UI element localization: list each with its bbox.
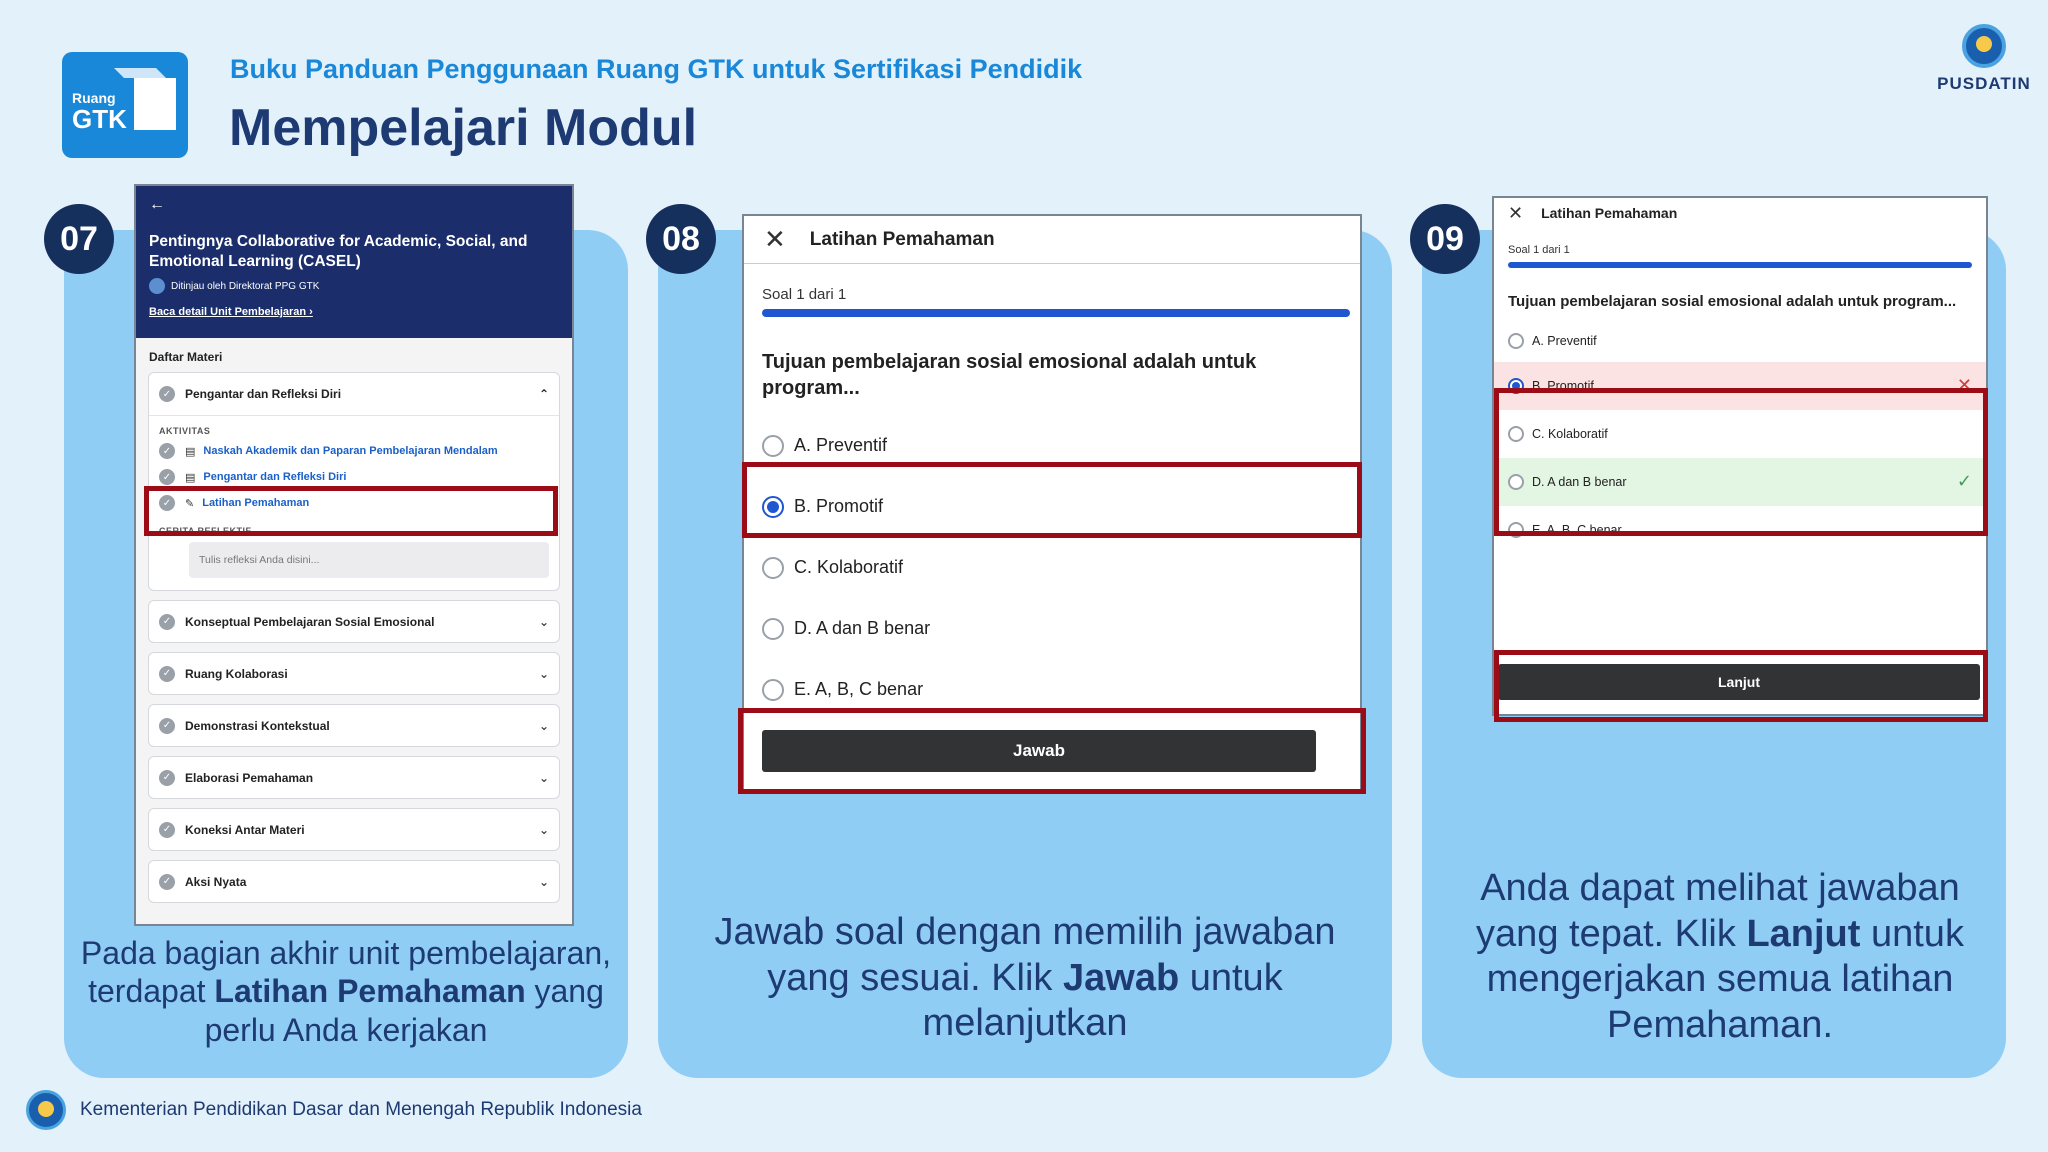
accordion-item[interactable]: [148, 600, 560, 643]
detail-link[interactable]: Baca detail Unit Pembelajaran ›: [149, 306, 313, 319]
accordion-open: [148, 372, 560, 591]
wrong-icon: ✕: [1956, 375, 1972, 395]
check-icon: ✓: [159, 469, 175, 485]
close-icon[interactable]: ✕: [764, 224, 786, 254]
footer: [26, 1090, 642, 1130]
module-screen: [134, 184, 574, 926]
question-text: Tujuan pembelajaran sosial emosional adalah untuk program...: [762, 351, 1257, 399]
ruang-gtk-logo: [62, 52, 188, 158]
emblem-icon: [1962, 24, 2006, 68]
page-subtitle: Buku Panduan Penggunaan Ruang GTK untuk Sertifikasi Pendidik: [230, 54, 1083, 84]
highlight-box: [1494, 650, 1988, 722]
chevron-up-icon: ⌃: [538, 387, 549, 401]
chevron-down-icon: ⌄: [538, 770, 549, 785]
highlight-box: [144, 486, 558, 536]
progress-bar: [762, 309, 1350, 317]
option-c[interactable]: C. Kolaboratif: [1494, 410, 1986, 458]
activity-item[interactable]: [149, 438, 559, 464]
option-c[interactable]: C. Kolaboratif: [744, 537, 1360, 598]
logo-big-text: GTK: [72, 104, 127, 134]
accordion-label: Aksi Nyata: [185, 874, 247, 889]
step-09-number: 09: [1410, 204, 1480, 274]
activity-label: Naskah Akademik dan Paparan Pembelajaran Mendalam: [203, 445, 498, 457]
question-text: Tujuan pembelajaran sosial emosional adalah untuk program...: [1508, 293, 1957, 310]
chevron-down-icon: ⌄: [538, 614, 549, 629]
accordion-label: Ruang Kolaborasi: [185, 666, 288, 681]
module-header: [136, 186, 572, 338]
ministry-emblem-icon: [26, 1090, 66, 1130]
module-byline: [149, 278, 559, 294]
accordion-label: Konseptual Pembelajaran Sosial Emosional: [185, 614, 435, 629]
highlight-box: [742, 462, 1362, 538]
check-icon: ✓: [159, 822, 175, 838]
question-counter: Soal 1 dari 1: [762, 286, 847, 303]
jawab-button[interactable]: Jawab: [762, 730, 1316, 772]
quiz-title: Latihan Pemahaman: [1541, 205, 1678, 221]
radio-icon: [762, 435, 784, 457]
option-b[interactable]: B. Promotif: [744, 476, 1360, 537]
option-b-wrong[interactable]: B. Promotif ✕: [1494, 362, 1986, 410]
section-label: Daftar Materi: [149, 350, 223, 364]
accordion-label: Pengantar dan Refleksi Diri: [185, 387, 342, 401]
cube-icon: [134, 78, 176, 130]
chevron-down-icon: ⌄: [538, 718, 549, 733]
accordion-item[interactable]: [148, 756, 560, 799]
radio-icon: [762, 679, 784, 701]
radio-icon: [762, 618, 784, 640]
chevron-down-icon: ⌄: [538, 822, 549, 837]
check-icon: ✓: [159, 874, 175, 890]
option-e[interactable]: E. A, B, C benar: [744, 659, 1360, 720]
check-icon: ✓: [159, 495, 175, 511]
logo-small-text: Ruang: [72, 90, 116, 106]
document-icon: ▤: [185, 471, 196, 484]
accordion-item[interactable]: [148, 860, 560, 903]
question-counter: Soal 1 dari 1: [1508, 244, 1570, 256]
check-icon: ✓: [159, 770, 175, 786]
reflection-label: CERITA REFLEKTIF: [159, 526, 252, 536]
correct-icon: ✓: [1956, 471, 1972, 491]
option-d-correct[interactable]: D. A dan B benar ✓: [1494, 458, 1986, 506]
check-icon: ✓: [159, 666, 175, 682]
document-icon: ▤: [185, 445, 196, 458]
close-icon[interactable]: ✕: [1508, 202, 1524, 223]
option-a[interactable]: A. Preventif: [744, 415, 1360, 476]
accordion-item[interactable]: [148, 704, 560, 747]
back-arrow-icon[interactable]: ←: [149, 196, 165, 213]
check-icon: ✓: [159, 443, 175, 459]
option-d[interactable]: D. A dan B benar: [744, 598, 1360, 659]
check-icon: ✓: [159, 718, 175, 734]
step-09-caption: Anda dapat melihat jawaban yang tepat. Klik Lanjut untuk mengerjakan semua latihan Pemahaman.: [1476, 867, 1964, 1046]
activity-label: Pengantar dan Refleksi Diri: [203, 471, 347, 483]
accordion-header[interactable]: [149, 373, 559, 416]
quiz-title: Latihan Pemahaman: [809, 228, 995, 250]
byline-text: Ditinjau oleh Direktorat PPG GTK: [171, 280, 320, 292]
quiz-header: [1494, 198, 1986, 228]
highlight-box: [1494, 388, 1988, 536]
radio-icon: [1508, 333, 1524, 349]
step-08-number: 08: [646, 204, 716, 274]
reflection-input[interactable]: Tulis refleksi Anda disini...: [189, 542, 549, 578]
accordion-item[interactable]: [148, 652, 560, 695]
brand-text: PUSDATIN: [1937, 74, 2031, 93]
accordion-label: Elaborasi Pemahaman: [185, 770, 314, 785]
chevron-down-icon: ⌄: [538, 666, 549, 681]
option-a[interactable]: A. Preventif: [1494, 320, 1986, 362]
page-title: Mempelajari Modul: [229, 99, 698, 157]
chevron-down-icon: ⌄: [538, 874, 549, 889]
accordion-label: Demonstrasi Kontekstual: [185, 718, 330, 733]
ministry-icon: [149, 278, 165, 294]
activity-label: Latihan Pemahaman: [202, 497, 310, 509]
option-e[interactable]: E. A, B, C benar: [1494, 506, 1986, 554]
accordion-item[interactable]: [148, 808, 560, 851]
accordion-label: Koneksi Antar Materi: [185, 822, 305, 837]
lanjut-button[interactable]: Lanjut: [1498, 664, 1980, 700]
quiz-header: [744, 216, 1360, 264]
pencil-icon: ✎: [185, 497, 195, 510]
highlight-box: [738, 708, 1366, 794]
check-icon: ✓: [159, 614, 175, 630]
pusdatin-logo: [1924, 24, 2044, 94]
ministry-name: Kementerian Pendidikan Dasar dan Menengah Republik Indonesia: [80, 1099, 642, 1120]
step-07-number: 07: [44, 204, 114, 274]
step-08-caption: Jawab soal dengan memilih jawaban yang sesuai. Klik Jawab untuk melanjutkan: [714, 911, 1336, 1045]
radio-icon: [762, 557, 784, 579]
module-title: Pentingnya Collaborative for Academic, Social, and Emotional Learning (CASEL): [149, 233, 528, 271]
step-07-caption: Pada bagian akhir unit pembelajaran, terdapat Latihan Pemahaman yang perlu Anda kerjakan: [80, 935, 612, 1048]
activities-label: AKTIVITAS: [159, 426, 211, 436]
check-icon: ✓: [159, 386, 175, 402]
